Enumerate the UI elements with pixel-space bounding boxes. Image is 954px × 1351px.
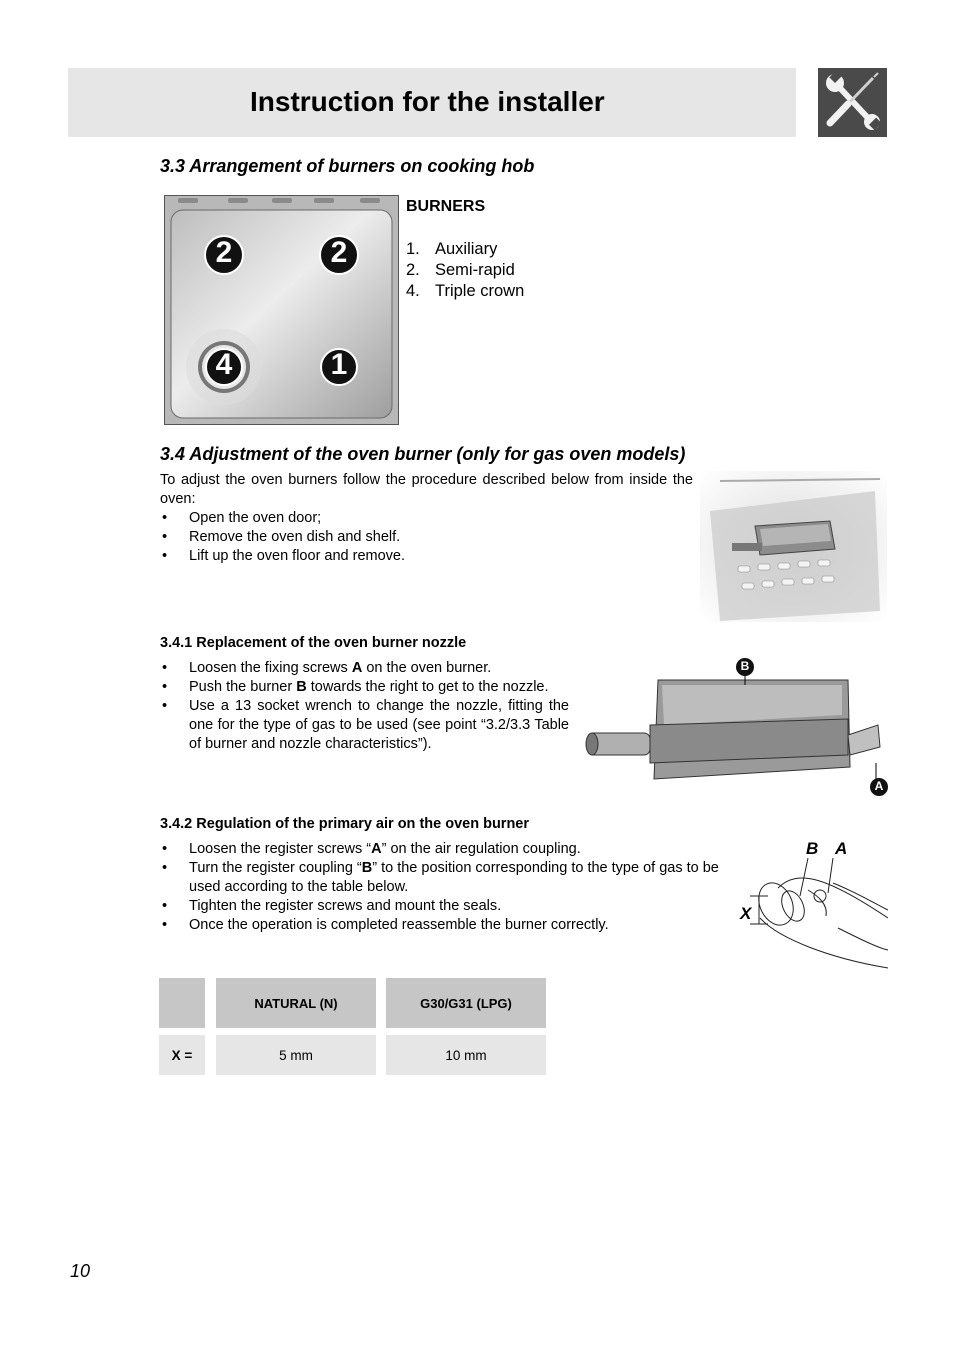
gap-x-label: X xyxy=(740,904,752,923)
screw-a-label: A xyxy=(835,839,848,858)
hob-diagram xyxy=(164,195,399,425)
list-item: • Tighten the register screws and mount the seals. xyxy=(160,897,745,916)
tools-badge xyxy=(818,68,887,137)
section-3-4-2-title: 3.4.2 Regulation of the primary air on the oven burner xyxy=(160,816,530,832)
section-3-4-steps xyxy=(160,509,693,566)
page-number: 10 xyxy=(70,1261,91,1281)
table-header-lpg: G30/G31 (LPG) xyxy=(386,978,546,1028)
list-item: 4. Triple crown xyxy=(406,282,525,300)
section-3-3-title: 3.3 Arrangement of burners on cooking hob xyxy=(160,156,535,176)
oven-interior-photo xyxy=(700,471,887,622)
section-3-4-1-title: 3.4.1 Replacement of the oven burner nozzle xyxy=(160,635,467,651)
burners-list xyxy=(406,239,524,302)
list-item: 2. Semi-rapid xyxy=(406,261,515,279)
list-item: • Turn the register coupling “B” to the position corresponding to the type of gas to be used according to the table below. xyxy=(160,859,745,897)
hob-label: 2 xyxy=(330,236,348,269)
list-item: • Loosen the register screws “A” on the air regulation coupling. xyxy=(160,840,745,859)
callout-a-label: A xyxy=(874,779,884,793)
section-3-4-title: 3.4 Adjustment of the oven burner (only for gas oven models) xyxy=(160,444,686,464)
table-cell-lpg: 10 mm xyxy=(386,1035,546,1075)
list-item: • Lift up the oven floor and remove. xyxy=(160,547,693,566)
oven-burner-diagram xyxy=(580,655,890,800)
list-item: • Remove the oven dish and shelf. xyxy=(160,528,693,547)
list-item: • Push the burner B towards the right to get to the nozzle. xyxy=(160,678,569,697)
table-corner-cell xyxy=(159,978,205,1028)
hob-label: 4 xyxy=(215,348,233,381)
list-item: • Loosen the fixing screws A on the oven burner. xyxy=(160,659,569,678)
table-header-natural: NATURAL (N) xyxy=(216,978,376,1028)
air-regulation-diagram xyxy=(738,838,888,976)
table-cell-natural: 5 mm xyxy=(216,1035,376,1075)
table-row-label: X = xyxy=(159,1035,205,1075)
page-title: Instruction for the installer xyxy=(250,86,605,117)
list-item: • Once the operation is completed reassemble the burner correctly. xyxy=(160,916,745,935)
list-item: 1. Auxiliary xyxy=(406,240,498,258)
hob-label: 1 xyxy=(330,348,348,381)
wrench-screwdriver-icon xyxy=(818,68,887,137)
section-3-4-intro: To adjust the oven burners follow the procedure described below from inside the oven: xyxy=(160,472,693,507)
list-item: • Open the oven door; xyxy=(160,509,693,528)
list-item: • Use a 13 socket wrench to change the nozzle, fitting the one for the type of gas to be used (see point “3.2/3.3 Table of burner and nozzle characteristics”). xyxy=(160,697,569,754)
coupling-b-label: B xyxy=(806,839,819,858)
callout-b-label: B xyxy=(740,659,750,673)
hob-label: 2 xyxy=(215,236,233,269)
burners-heading: BURNERS xyxy=(406,198,486,215)
section-3-4-1-steps xyxy=(160,659,569,754)
section-3-4-2-steps xyxy=(160,840,745,935)
